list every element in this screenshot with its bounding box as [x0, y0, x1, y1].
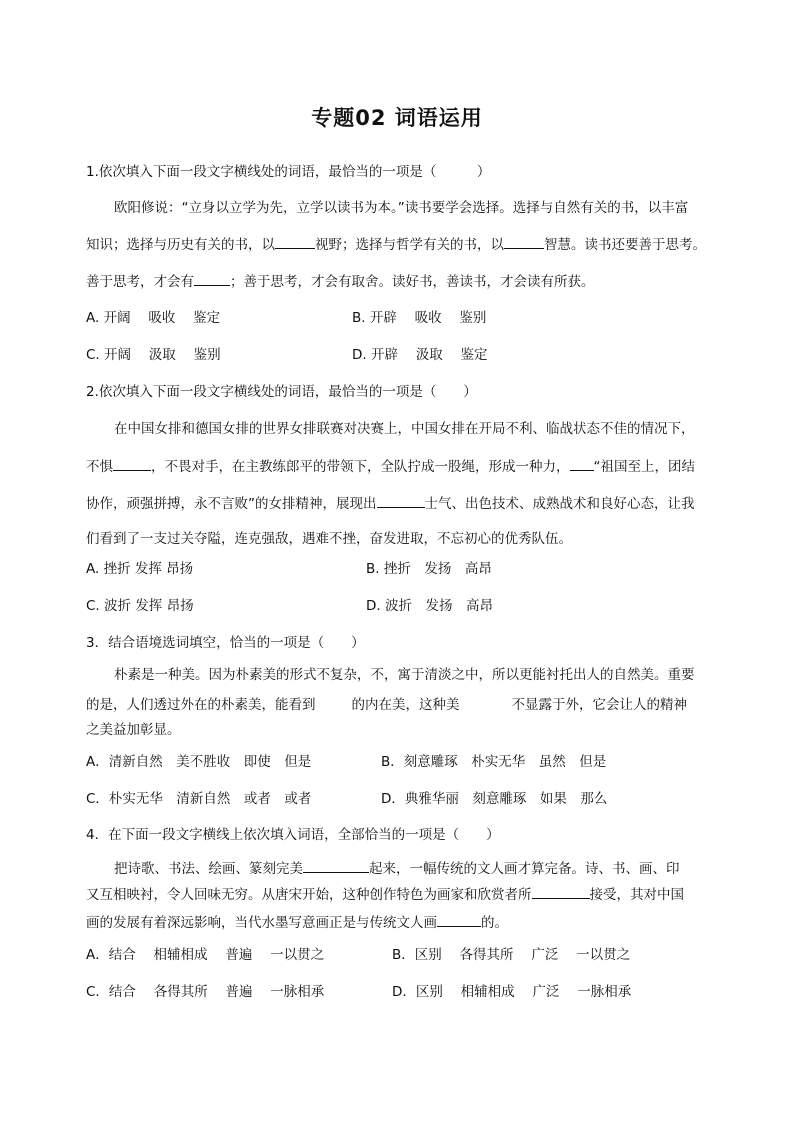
q1-text: ；善于思考，才会有取舍。读好书，善读书，才会读有所获。 [230, 274, 595, 290]
q1-option-a: A. 开阔 吸收 鉴定 [86, 310, 221, 326]
q1-option-c: C. 开阔 汲取 鉴别 [86, 347, 221, 363]
q3-option-b: B．刻意雕琢 朴实无华 虽然 但是 [381, 754, 607, 770]
q4-text: 画的发展有着深远影响，当代水墨写意画正是与传统文人画 [86, 915, 437, 931]
q4-passage-line3 [86, 913, 508, 932]
q3-passage-line2 [86, 696, 687, 714]
q1-text: 知识；选择与历史有关的书，以 [86, 237, 275, 253]
blank [113, 457, 151, 471]
blank [303, 859, 369, 873]
q4-text: 又互相映衬，令人回味无穷。从唐宋开始，这种创作特色为画家和欣赏者所 [86, 887, 532, 903]
q3-text: 的是，人们透过外在的朴素美，能看到 [86, 697, 316, 713]
q4-text: 的。 [481, 915, 508, 931]
q2-passage-line2 [86, 457, 695, 476]
q2-option-b: B. 挫折 发扬 高昂 [366, 561, 492, 577]
q1-passage-line3 [86, 272, 595, 291]
q1-option-b: B. 开辟 吸收 鉴别 [352, 310, 487, 326]
blank [194, 272, 230, 286]
q4-text: 起来，一幅传统的文人画才算完备。诗、书、画、印 [369, 861, 680, 877]
blank [377, 494, 425, 508]
blank [275, 235, 315, 249]
q1-option-d: D. 开辟 汲取 鉴定 [352, 347, 488, 363]
q3-option-c: C．朴实无华 清新自然 或者 或者 [86, 791, 312, 807]
q4-option-c: C．结合 各得其所 普遍 一脉相承 [86, 984, 325, 1000]
blank [504, 235, 544, 249]
q3-option-d: D．典雅华丽 刻意雕琢 如果 那么 [381, 791, 608, 807]
q1-passage-line1: 欧阳修说：“立身以立学为先，立学以读书为本。”读书要学会选择。选择与自然有关的书，以丰富 [114, 200, 689, 216]
q4-option-b: B．区别 各得其所 广泛 一以贯之 [392, 947, 631, 963]
q3-stem: 3．结合语境选词填空，恰当的一项是（ ） [86, 635, 365, 651]
q1-text: 视野；选择与哲学有关的书，以 [315, 237, 504, 253]
q2-passage-line4: 们看到了一支过关夺隘，连克强敌，遇难不挫，奋发进取，不忘初心的优秀队伍。 [86, 531, 572, 547]
q2-passage-line3 [86, 494, 695, 513]
q2-text: “祖国至上，团结 [593, 459, 695, 475]
q2-stem: 2.依次填入下面一段文字横线处的词语，最恰当的一项是（ ） [86, 384, 477, 400]
q2-option-a: A. 挫折 发挥 昂扬 [86, 561, 194, 577]
q1-text: 智慧。读书还要善于思考。 [544, 237, 706, 253]
q4-passage-line1 [114, 859, 680, 878]
q2-option-d: D. 波折 发扬 高昂 [366, 598, 493, 614]
blank [570, 457, 594, 471]
q4-text: 把诗歌、书法、绘画、篆刻完美 [114, 861, 303, 877]
q2-option-c: C. 波折 发挥 昂扬 [86, 598, 194, 614]
blank [532, 885, 590, 899]
q3-passage-line1: 朴素是一种美。因为朴素美的形式不复杂，不，寓于清淡之中，所以更能衬托出人的自然美。重要 [114, 667, 695, 683]
q3-option-a: A．清新自然 美不胜收 即使 但是 [86, 754, 312, 770]
q2-text: 士气、出色技术、成熟战术和良好心态，让我 [424, 496, 695, 512]
page-title: 专题02 词语运用 [311, 106, 483, 130]
q4-passage-line2 [86, 885, 684, 904]
q1-stem: 1.依次填入下面一段文字横线处的词语，最恰当的一项是（ ） [86, 164, 491, 180]
q2-passage-line1: 在中国女排和德国女排的世界女排联赛对决赛上，中国女排在开局不利、临战状态不佳的情况下， [114, 421, 695, 437]
q4-option-a: A．结合 相辅相成 普遍 一以贯之 [86, 947, 325, 963]
q4-option-d: D．区别 相辅相成 广泛 一脉相承 [392, 984, 632, 1000]
q3-text: 的内在美，这种美 [351, 697, 460, 713]
q1-passage-line2 [86, 235, 706, 254]
q2-text: 协作，顽强拼搏，永不言败”的女排精神，展现出 [86, 496, 377, 512]
blank [437, 913, 481, 927]
q1-text: 善于思考，才会有 [86, 274, 194, 290]
q2-text: ，不畏对手，在主教练郎平的带领下，全队拧成一股绳，形成一种力， [151, 459, 570, 475]
q2-text: 不惧 [86, 459, 113, 475]
q3-passage-line3: 之美益加彰显。 [86, 722, 181, 738]
q4-text: 接受，其对中国 [589, 887, 684, 903]
q3-text: 不显露于外，它会让人的精神 [511, 697, 687, 713]
q4-stem: 4．在下面一段文字横线上依次填入词语，全部恰当的一项是（ ） [86, 827, 500, 843]
